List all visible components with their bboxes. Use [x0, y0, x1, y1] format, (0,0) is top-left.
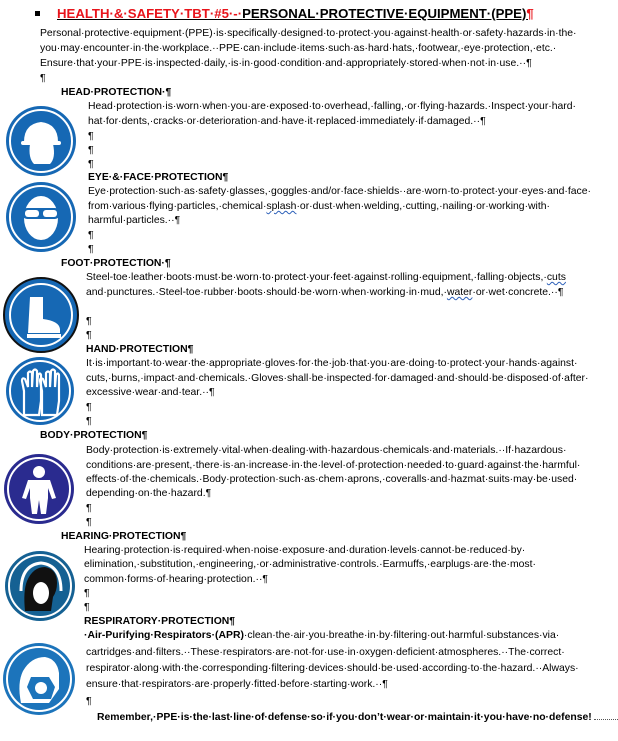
closing-remark: Remember,·PPE·is·the·last·line·of·defense·so·if·you·don’t·wear·or·maintain·it·you·have·no·defense! — [97, 710, 618, 725]
body-line-2: conditions·are·present,·there·is·an·increase·in·the·level·of·protection·needed·to·guard·against·the·harmful· — [86, 460, 581, 471]
pilcrow: ¶ — [84, 588, 90, 599]
hand-line-2: cuts,·burns,·impact·and·chemicals.·Gloves·shall·be·inspected·for·damaged·and·should·be·disposed·of·after· — [86, 373, 589, 384]
pilcrow: ¶ — [86, 416, 92, 427]
body-line-1: Body·protection·is·extremely·vital·when·dealing·with·hazardous·chemicals·and·materials.··If·hazardous· — [86, 445, 567, 456]
gloves-icon — [6, 357, 74, 425]
eye-protection-heading: EYE·&·FACE·PROTECTION¶ — [88, 172, 229, 183]
resp-line-1: ·Air-Purifying·Respirators·(APR)·clean·the·air·you·breathe·in·by·filtering·out·harmful·substances·via· — [84, 630, 560, 641]
eye-line-1: Eye·protection·such·as·safety·glasses,·goggles·and/or·face·shields··are·worn·to·protect·your·eyes·and·face· — [88, 186, 591, 197]
pilcrow: ¶ — [86, 503, 92, 514]
body-line-3: effects·of·the·chemicals.·Body·protection·such·as·chem·aprons,·coveralls·and·hazmat·suits·may·be·used· — [86, 474, 578, 485]
hazmat-suit-icon — [4, 454, 74, 524]
hand-line-3: excessive·wear·and·tear.··¶ — [86, 387, 215, 398]
pilcrow: ¶ — [88, 230, 94, 241]
pilcrow: ¶ — [86, 517, 92, 528]
pilcrow: ¶ — [86, 330, 92, 341]
list-bullet — [35, 11, 40, 16]
intro-line-1: Personal·protective·equipment·(PPE)·is·specifically·designed·to·protect·you·against·health·or·safety·hazards·in·the· — [40, 28, 577, 39]
head-line-1: Head·protection·is·worn·when·you·are·exposed·to·overhead,·falling,·or·flying·hazards.·Inspect·your·hard· — [88, 101, 576, 112]
resp-line-2: cartridges·and·filters.··These·respirators·are·not·for·use·in·oxygen·deficient·atmospheres.··The·correct· — [86, 647, 565, 658]
ear-muffs-icon — [5, 551, 75, 621]
foot-protection-heading: FOOT·PROTECTION·¶ — [61, 258, 171, 269]
pilcrow: ¶ — [88, 131, 94, 142]
foot-line-1: Steel-toe·leather·boots·must·be·worn·to·protect·your·feet·against·rolling·equipment,·falling·objects,·cuts — [86, 272, 566, 283]
intro-line-3: Ensure·that·your·PPE·is·inspected·daily,·is·in·good·condition·and·appropriately·stored·when·not·in·use.··¶ — [40, 58, 532, 69]
title-red-part: HEALTH·&·SAFETY·TBT·#5·-· — [57, 6, 243, 21]
head-line-2: hat·for·dents,·cracks·or·deterioration·and·have·it·replaced·immediately·if·damaged.··¶ — [88, 116, 486, 127]
pilcrow: ¶ — [88, 244, 94, 255]
hard-hat-icon — [6, 106, 76, 176]
pilcrow: ¶ — [88, 145, 94, 156]
pilcrow: ¶ — [86, 696, 92, 707]
hearing-line-2: elimination,·substitution,·engineering,·or·administrative·controls.·Earmuffs,·earplugs·are·the·most· — [84, 559, 536, 570]
respiratory-protection-heading: RESPIRATORY·PROTECTION¶ — [84, 616, 236, 627]
respirator-icon — [3, 643, 75, 715]
dotted-leader — [594, 719, 618, 720]
hearing-protection-heading: HEARING·PROTECTION¶ — [61, 531, 187, 542]
hearing-line-1: Hearing·protection·is·required·when·noise·exposure·and·duration·levels·cannot·be·reduced·by· — [84, 545, 526, 556]
eye-line-3: harmful·particles.··¶ — [88, 215, 181, 226]
resp-line-3: respirator·along·with·the·corresponding·filtering·devices·should·be·used·according·to·the·hazard.··Always· — [86, 663, 579, 674]
pilcrow: ¶ — [40, 73, 46, 84]
head-protection-heading: HEAD·PROTECTION·¶ — [61, 87, 172, 98]
hand-protection-heading: HAND·PROTECTION¶ — [86, 344, 194, 355]
safety-goggles-icon — [6, 182, 76, 252]
foot-line-2: and·punctures.·Steel-toe·rubber·boots·should·be·worn·when·working·in·mud,·water·or·wet·concrete.··¶ — [86, 287, 564, 298]
title-black-part: PERSONAL·PROTECTIVE·EQUIPMENT·(PPE) — [242, 6, 527, 21]
page-title — [57, 6, 534, 21]
pilcrow: ¶ — [86, 402, 92, 413]
hand-line-1: It·is·important·to·wear·the·appropriate·gloves·for·the·job·that·you·are·doing·to·protect·your·hands·against· — [86, 358, 578, 369]
title-pilcrow: ¶ — [526, 6, 534, 21]
body-protection-heading: BODY·PROTECTION¶ — [40, 430, 148, 441]
intro-line-2: you·may·encounter·in·the·workplace.··PPE·can·include·items·such·as·hard·hats,·footwear,·eye·protection,·etc.· — [40, 43, 557, 54]
pilcrow: ¶ — [88, 159, 94, 170]
eye-line-2: from·various·flying·particles,·chemical·splash·or·dust·when·welding,·cutting,·nailing·or·working·with· — [88, 201, 550, 212]
safety-boot-icon — [3, 277, 79, 353]
pilcrow: ¶ — [84, 602, 90, 613]
pilcrow: ¶ — [86, 316, 92, 327]
resp-line-4: ensure·that·respirators·are·properly·fitted·before·starting·work.··¶ — [86, 679, 388, 690]
body-line-4: depending·on·the·hazard.¶ — [86, 488, 212, 499]
hearing-line-3: common·forms·of·hearing·protection.··¶ — [84, 574, 269, 585]
